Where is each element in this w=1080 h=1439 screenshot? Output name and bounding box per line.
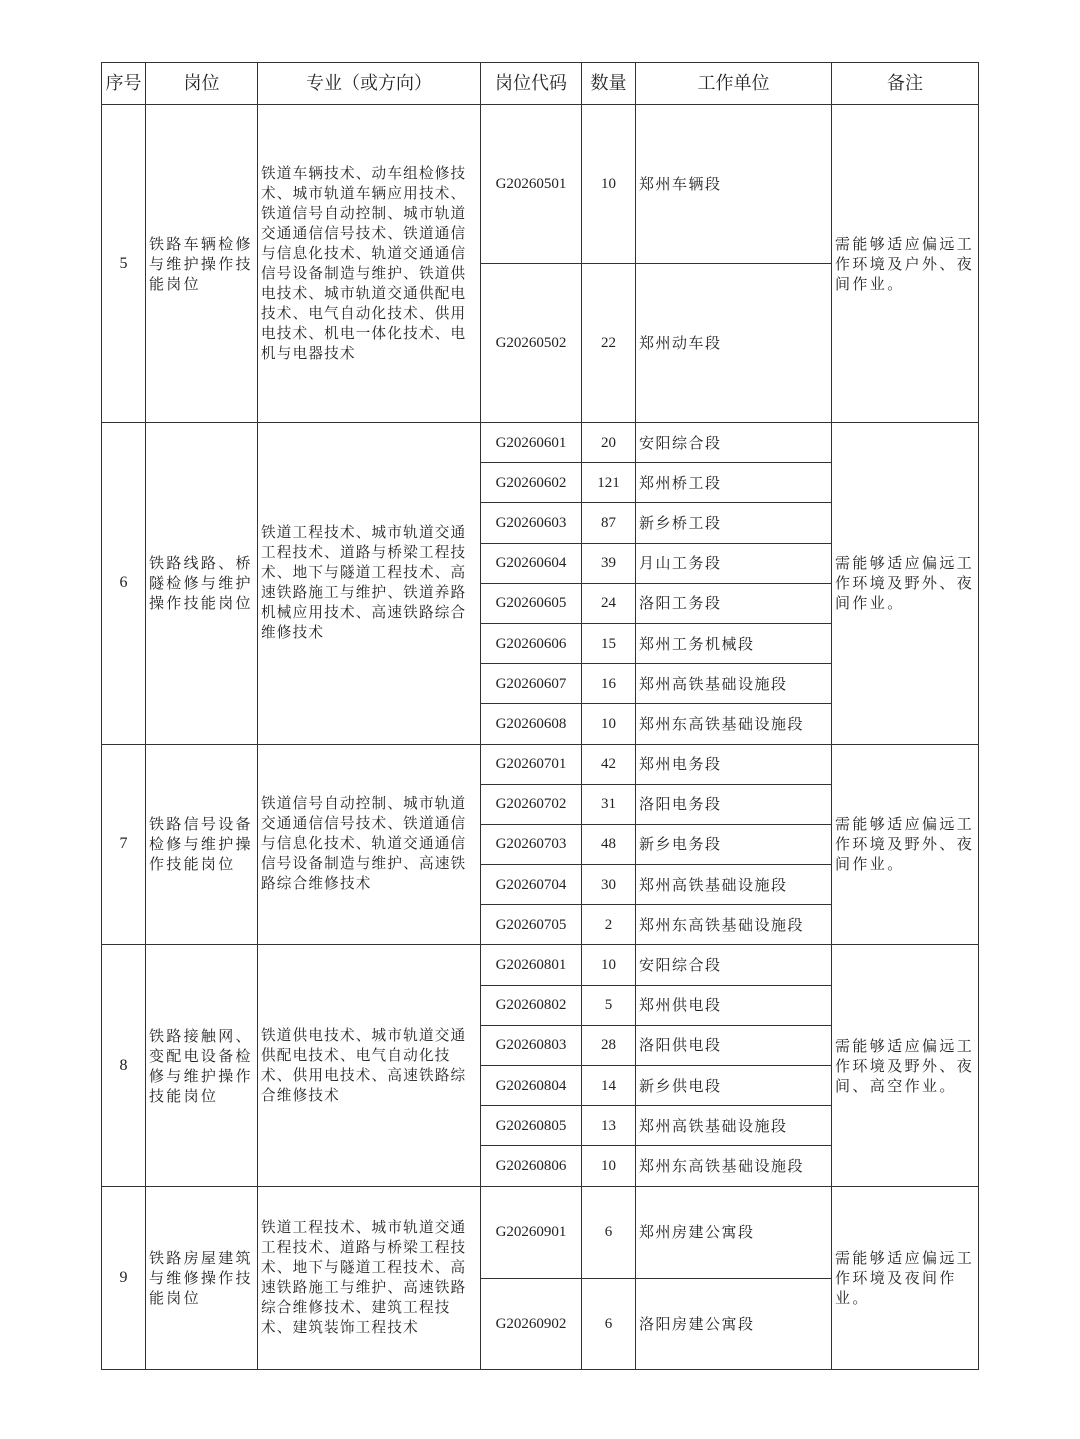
note-cell: 需能够适应偏远工作环境及夜间作业。: [832, 1186, 979, 1369]
post-cell: 铁路接触网、变配电设备检修与维护操作技能岗位: [146, 945, 258, 1186]
major-cell: 铁道供电技术、城市轨道交通供配电技术、电气自动化技术、供用电技术、高速铁路综合维修技术: [258, 945, 481, 1186]
code-cell: G20260804: [481, 1066, 582, 1106]
header-note: 备注: [832, 63, 979, 105]
unit-cell: 郑州高铁基础设施段: [636, 1106, 832, 1146]
count-cell: 48: [582, 824, 636, 864]
unit-cell: 月山工务段: [636, 543, 832, 583]
code-cell: G20260901: [481, 1186, 582, 1278]
recruitment-table: [101, 62, 979, 1370]
count-cell: 5: [582, 985, 636, 1025]
unit-cell: 郑州动车段: [636, 264, 832, 423]
code-cell: G20260803: [481, 1025, 582, 1065]
code-cell: G20260703: [481, 824, 582, 864]
code-cell: G20260802: [481, 985, 582, 1025]
code-cell: G20260501: [481, 105, 582, 264]
count-cell: 6: [582, 1278, 636, 1369]
header-count: 数量: [582, 63, 636, 105]
code-cell: G20260705: [481, 905, 582, 945]
count-cell: 31: [582, 784, 636, 824]
note-cell: 需能够适应偏远工作环境及户外、夜间作业。: [832, 105, 979, 423]
note-cell: 需能够适应偏远工作环境及野外、夜间作业。: [832, 744, 979, 945]
count-cell: 39: [582, 543, 636, 583]
count-cell: 22: [582, 264, 636, 423]
count-cell: 13: [582, 1106, 636, 1146]
unit-cell: 郑州高铁基础设施段: [636, 865, 832, 905]
post-cell: 铁路线路、桥隧检修与维护操作技能岗位: [146, 423, 258, 745]
unit-cell: 洛阳供电段: [636, 1025, 832, 1065]
code-cell: G20260801: [481, 945, 582, 985]
note-cell: 需能够适应偏远工作环境及野外、夜间作业。: [832, 423, 979, 745]
count-cell: 121: [582, 463, 636, 503]
count-cell: 28: [582, 1025, 636, 1065]
note-cell: 需能够适应偏远工作环境及野外、夜间、高空作业。: [832, 945, 979, 1186]
table-row: [102, 744, 979, 784]
unit-cell: 洛阳房建公寓段: [636, 1278, 832, 1369]
unit-cell: 郑州车辆段: [636, 105, 832, 264]
header-unit: 工作单位: [636, 63, 832, 105]
seq-cell: 9: [102, 1186, 146, 1369]
code-cell: G20260805: [481, 1106, 582, 1146]
code-cell: G20260602: [481, 463, 582, 503]
seq-cell: 5: [102, 105, 146, 423]
table-row: [102, 105, 979, 264]
code-cell: G20260603: [481, 503, 582, 543]
count-cell: 15: [582, 623, 636, 663]
major-cell: 铁道工程技术、城市轨道交通工程技术、道路与桥梁工程技术、地下与隧道工程技术、高速铁路施工与维护、铁道养路机械应用技术、高速铁路综合维修技术: [258, 423, 481, 745]
count-cell: 24: [582, 583, 636, 623]
code-cell: G20260701: [481, 744, 582, 784]
seq-cell: 7: [102, 744, 146, 945]
count-cell: 14: [582, 1066, 636, 1106]
header-code: 岗位代码: [481, 63, 582, 105]
unit-cell: 郑州东高铁基础设施段: [636, 1146, 832, 1186]
code-cell: G20260604: [481, 543, 582, 583]
code-cell: G20260605: [481, 583, 582, 623]
table-row: [102, 1186, 979, 1278]
unit-cell: 新乡桥工段: [636, 503, 832, 543]
seq-cell: 6: [102, 423, 146, 745]
unit-cell: 安阳综合段: [636, 423, 832, 463]
unit-cell: 郑州高铁基础设施段: [636, 664, 832, 704]
major-cell: 铁道信号自动控制、城市轨道交通通信信号技术、铁道通信与信息化技术、轨道交通通信信号设备制造与维护、高速铁路综合维修技术: [258, 744, 481, 945]
header-seq: 序号: [102, 63, 146, 105]
code-cell: G20260806: [481, 1146, 582, 1186]
code-cell: G20260606: [481, 623, 582, 663]
unit-cell: 郑州东高铁基础设施段: [636, 905, 832, 945]
count-cell: 20: [582, 423, 636, 463]
count-cell: 10: [582, 704, 636, 744]
code-cell: G20260902: [481, 1278, 582, 1369]
unit-cell: 郑州电务段: [636, 744, 832, 784]
major-cell: 铁道工程技术、城市轨道交通工程技术、道路与桥梁工程技术、地下与隧道工程技术、高速铁路施工与维护、高速铁路综合维修技术、建筑工程技术、建筑装饰工程技术: [258, 1186, 481, 1369]
count-cell: 2: [582, 905, 636, 945]
unit-cell: 安阳综合段: [636, 945, 832, 985]
table-row: [102, 945, 979, 985]
post-cell: 铁路车辆检修与维护操作技能岗位: [146, 105, 258, 423]
header-major: 专业（或方向）: [258, 63, 481, 105]
count-cell: 10: [582, 105, 636, 264]
count-cell: 16: [582, 664, 636, 704]
unit-cell: 新乡电务段: [636, 824, 832, 864]
table-row: [102, 423, 979, 463]
count-cell: 42: [582, 744, 636, 784]
unit-cell: 洛阳电务段: [636, 784, 832, 824]
code-cell: G20260502: [481, 264, 582, 423]
unit-cell: 郑州工务机械段: [636, 623, 832, 663]
unit-cell: 郑州房建公寓段: [636, 1186, 832, 1278]
header-post: 岗位: [146, 63, 258, 105]
unit-cell: 新乡供电段: [636, 1066, 832, 1106]
unit-cell: 洛阳工务段: [636, 583, 832, 623]
post-cell: 铁路房屋建筑与维修操作技能岗位: [146, 1186, 258, 1369]
code-cell: G20260608: [481, 704, 582, 744]
seq-cell: 8: [102, 945, 146, 1186]
major-cell: 铁道车辆技术、动车组检修技术、城市轨道车辆应用技术、铁道信号自动控制、城市轨道交通通信信号技术、铁道通信与信息化技术、轨道交通通信信号设备制造与维护、铁道供电技术、城市轨道交通供配电技术、电气自动化技术、供用电技术、机电一体化技术、电机与电器技术: [258, 105, 481, 423]
unit-cell: 郑州供电段: [636, 985, 832, 1025]
code-cell: G20260702: [481, 784, 582, 824]
code-cell: G20260601: [481, 423, 582, 463]
unit-cell: 郑州桥工段: [636, 463, 832, 503]
code-cell: G20260704: [481, 865, 582, 905]
count-cell: 87: [582, 503, 636, 543]
code-cell: G20260607: [481, 664, 582, 704]
count-cell: 6: [582, 1186, 636, 1278]
count-cell: 10: [582, 1146, 636, 1186]
count-cell: 30: [582, 865, 636, 905]
unit-cell: 郑州东高铁基础设施段: [636, 704, 832, 744]
header-row: [102, 63, 979, 105]
post-cell: 铁路信号设备检修与维护操作技能岗位: [146, 744, 258, 945]
count-cell: 10: [582, 945, 636, 985]
